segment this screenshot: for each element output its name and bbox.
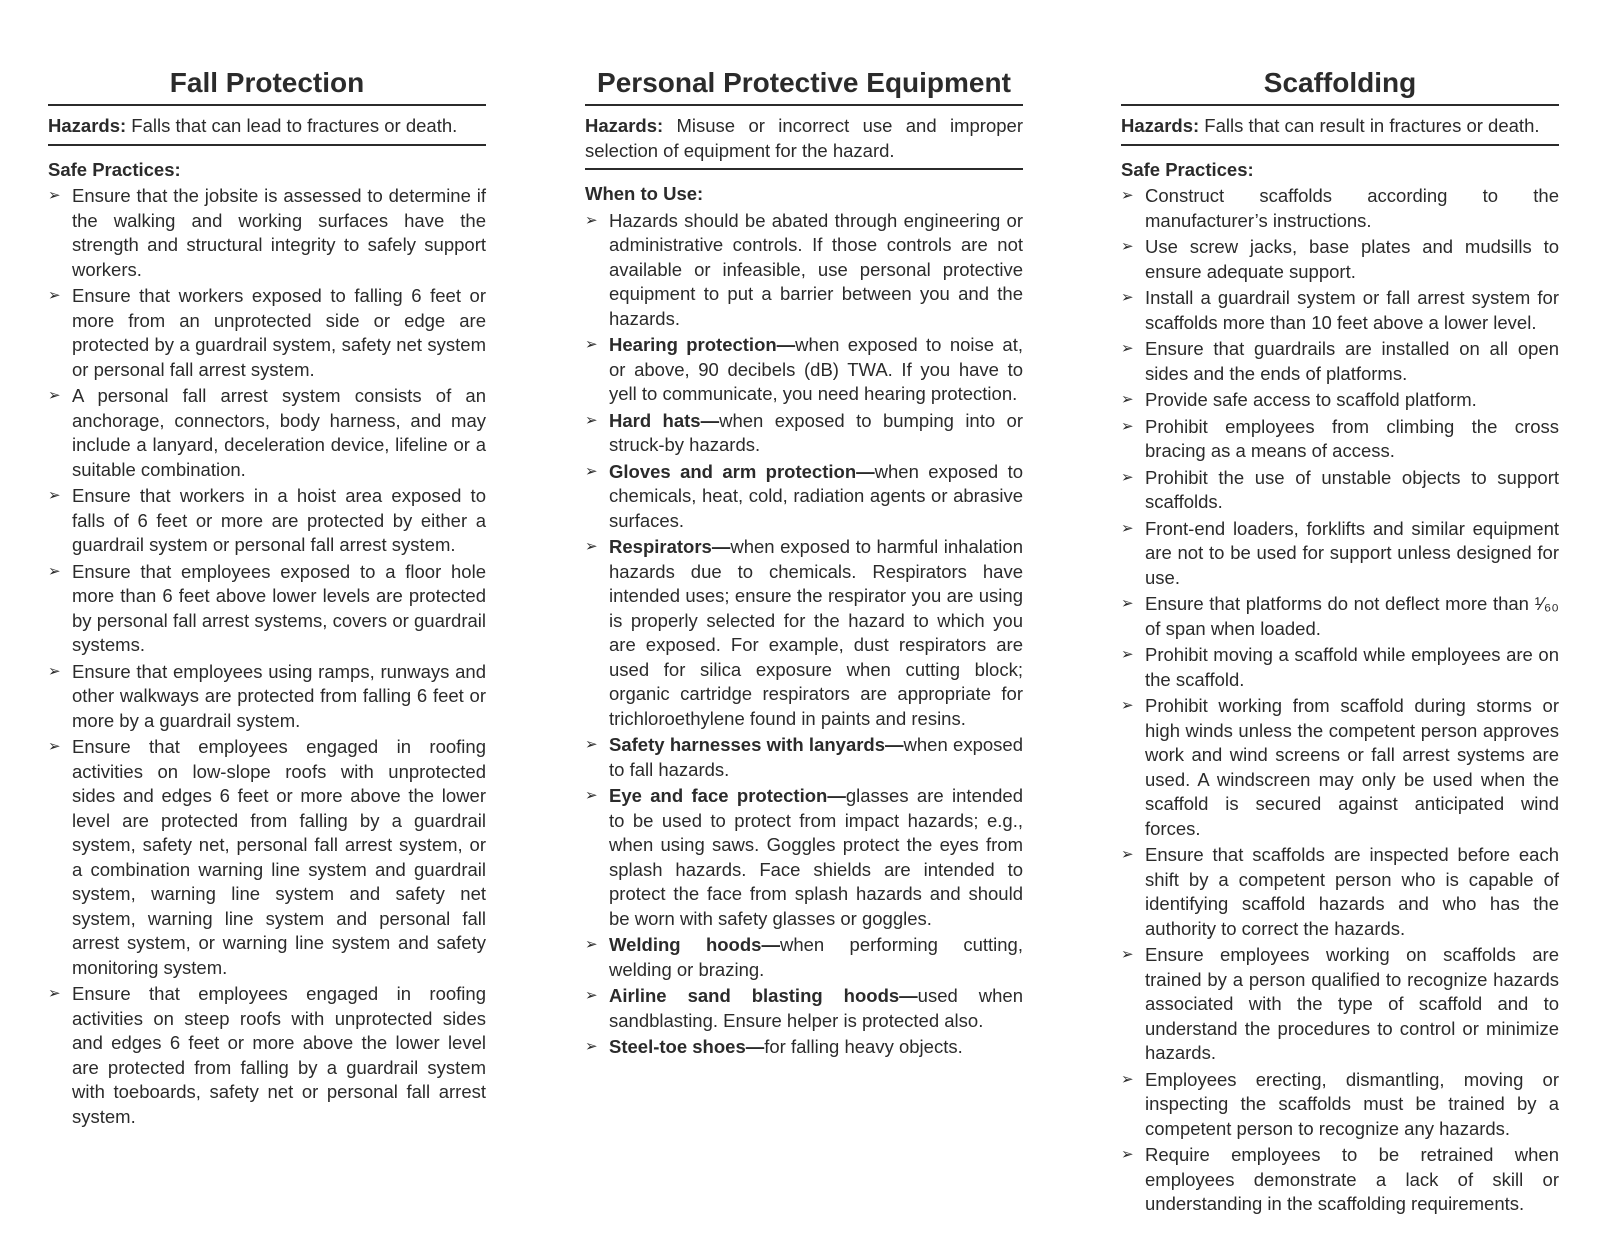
list-item-term: Welding hoods— <box>609 934 780 955</box>
list-item-text: Employees erecting, dismantling, moving or inspecting the scaffolds must be trained by a competent person to recognize any hazards. <box>1145 1068 1559 1139</box>
list-item-text: Prohibit employees from climbing the cross bracing as a means of access. <box>1145 415 1559 461</box>
list-item <box>1121 643 1559 692</box>
list-item <box>48 484 486 558</box>
ppe-column <box>585 64 1023 1062</box>
list-item <box>1121 843 1559 941</box>
arrow-bullet-icon: ➢ <box>48 387 61 404</box>
list-item <box>1121 592 1559 641</box>
list-item <box>585 333 1023 407</box>
list-item-term: Eye and face protection— <box>609 785 846 806</box>
list-item <box>48 284 486 382</box>
list-item <box>1121 235 1559 284</box>
list-item-term: Hearing protection— <box>609 334 796 355</box>
arrow-bullet-icon: ➢ <box>1121 468 1134 486</box>
arrow-bullet-icon: ➢ <box>585 336 598 353</box>
list-item <box>1121 388 1559 413</box>
list-item-text: Prohibit moving a scaffold while employees are on the scaffold. <box>1145 644 1559 690</box>
list-item <box>1121 466 1559 515</box>
list-item-text: Ensure that employees engaged in roofing activities on steep roofs with unprotected sides and edges 6 feet or more above the lower level are protected from falling by a guardrail system with toeboards, safety net or personal fall arrest system. <box>72 983 486 1127</box>
list-item-text: Ensure that guardrails are installed on all open sides and the ends of platforms. <box>1145 338 1559 384</box>
arrow-bullet-icon: ➢ <box>1121 417 1134 435</box>
list-item-term: Steel-toe shoes— <box>609 1036 765 1057</box>
list-item <box>585 409 1023 458</box>
hazards-label: Hazards: <box>585 115 664 136</box>
list-item <box>1121 184 1559 233</box>
list-item-text: when exposed to fall hazards. <box>609 734 1023 780</box>
list-item <box>48 982 486 1129</box>
list-item-text: Construct scaffolds according to the manufacturer’s instructions. <box>1145 185 1559 231</box>
list-item-term: Hard hats— <box>609 409 720 431</box>
arrow-bullet-icon: ➢ <box>585 1038 598 1055</box>
safe-practices-heading: Safe Practices: <box>48 158 181 180</box>
arrow-bullet-icon: ➢ <box>585 987 598 1004</box>
arrow-bullet-icon: ➢ <box>1121 697 1134 714</box>
scaffolding-column <box>1121 64 1559 1219</box>
list-item <box>585 784 1023 931</box>
list-item-text: Ensure that employees using ramps, runways and other walkways are protected from falling 6 feet or more by a guardrail system. <box>72 660 486 731</box>
list-item <box>48 735 486 980</box>
list-item-term: Gloves and arm protection— <box>609 460 875 482</box>
list-item-text: when performing cutting, welding or brazing. <box>609 934 1023 980</box>
when-to-use-heading: When to Use: <box>585 183 704 204</box>
list-item <box>585 460 1023 534</box>
fall-protection-title: Fall Protection <box>48 64 486 106</box>
arrow-bullet-icon: ➢ <box>585 936 598 953</box>
ppe-hazards <box>585 106 1023 170</box>
arrow-bullet-icon: ➢ <box>48 985 61 1002</box>
arrow-bullet-icon: ➢ <box>585 787 598 804</box>
arrow-bullet-icon: ➢ <box>1121 846 1134 863</box>
list-item-text: Ensure that the jobsite is assessed to determine if the walking and working surfaces have the strength and structural integrity to safely support workers. <box>72 185 486 280</box>
list-item-text: Prohibit the use of unstable objects to support scaffolds. <box>1145 466 1559 512</box>
hazards-label: Hazards: <box>1121 115 1200 136</box>
list-item <box>48 184 486 282</box>
arrow-bullet-icon: ➢ <box>48 662 61 680</box>
arrow-bullet-icon: ➢ <box>1121 289 1134 306</box>
list-item <box>1121 337 1559 386</box>
list-item-text: Hazards should be abated through engineering or administrative controls. If those controls are not available or infeasible, use personal protective equipment to put a barrier between you and the hazards. <box>609 209 1023 329</box>
list-item-text: when exposed to chemicals, heat, cold, radiation agents or abrasive surfaces. <box>609 460 1023 531</box>
list-item-text: when exposed to harmful inhalation hazards due to chemicals. Respirators have intended uses; ensure the respirator you are using is properly selected for the hazard to which you are exposed. For example, dust respirators are used for silica exposure when cutting block; organic cartridge respirators are appropriate for trichloroethylene found in paints and resins. <box>609 536 1023 729</box>
hazards-text: Misuse or incorrect use and improper selection of equipment for the hazard. <box>585 115 1023 161</box>
list-item-text: when exposed to noise at, or above, 90 decibels (dB) TWA. If you have to yell to communicate, you need hearing protection. <box>609 334 1023 404</box>
list-item-text: Ensure that scaffolds are inspected before each shift by a competent person who is capable of identifying scaffold hazards and who has the authority to correct the hazards. <box>1145 844 1559 939</box>
arrow-bullet-icon: ➢ <box>1121 187 1134 204</box>
scaffolding-hazards <box>1121 106 1559 146</box>
list-item <box>585 933 1023 982</box>
hazards-label: Hazards: <box>48 115 127 136</box>
list-item-text: for falling heavy objects. <box>764 1036 963 1057</box>
hazards-text: Falls that can lead to fractures or death. <box>126 115 458 136</box>
list-item-text: used when sandblasting. Ensure helper is protected also. <box>609 985 1023 1031</box>
list-item-text: Front-end loaders, forklifts and similar equipment are not to be used for support unless designed for use. <box>1145 517 1559 588</box>
arrow-bullet-icon: ➢ <box>48 287 61 304</box>
safe-practices-heading: Safe Practices: <box>1121 158 1254 180</box>
list-item <box>1121 517 1559 591</box>
arrow-bullet-icon: ➢ <box>48 738 61 755</box>
list-item <box>585 535 1023 731</box>
arrow-bullet-icon: ➢ <box>1121 646 1134 663</box>
list-item <box>48 384 486 482</box>
list-item-text: Ensure that workers in a hoist area exposed to falls of 6 feet or more are protected by either a guardrail system or personal fall arrest system. <box>72 485 486 555</box>
list-item <box>1121 415 1559 464</box>
list-item-term: Safety harnesses with lanyards— <box>609 734 904 755</box>
list-item-text: Ensure that platforms do not deflect more than ¹⁄₆₀ of span when loaded. <box>1145 593 1559 639</box>
list-item <box>1121 1068 1559 1142</box>
list-item <box>585 984 1023 1033</box>
arrow-bullet-icon: ➢ <box>48 187 61 204</box>
list-item-text: Ensure that employees exposed to a floor hole more than 6 feet above lower levels are protected by personal fall arrest systems, covers or guardrail systems. <box>72 560 486 655</box>
list-item-text: Ensure that employees engaged in roofing activities on low-slope roofs with unprotected sides and edges 6 feet or more above the lower level are protected from falling by a guardrail system, safety net, personal fall arrest system, or a combination warning line system and guardrail system, warning line system and safety net system, warning line system and personal fall arrest system, or warning line system and safety monitoring system. <box>72 736 486 978</box>
list-item <box>1121 943 1559 1066</box>
list-item <box>1121 286 1559 335</box>
arrow-bullet-icon: ➢ <box>585 736 598 753</box>
ppe-list <box>585 209 1023 1060</box>
arrow-bullet-icon: ➢ <box>1121 391 1134 408</box>
list-item-text: glasses are intended to be used to protect from impact hazards; e.g., when using saws. Goggles protect the eyes from splash hazards. Face shields are intended to protect the face from splash hazards and should be worn with safety glasses or goggles. <box>609 785 1023 929</box>
arrow-bullet-icon: ➢ <box>1121 946 1134 963</box>
list-item <box>585 209 1023 332</box>
arrow-bullet-icon: ➢ <box>585 538 598 555</box>
list-item <box>1121 694 1559 841</box>
arrow-bullet-icon: ➢ <box>1121 1070 1134 1088</box>
fall-protection-list <box>48 184 486 1129</box>
ppe-title: Personal Protective Equipment <box>585 64 1023 106</box>
list-item <box>48 660 486 734</box>
list-item-text: Install a guardrail system or fall arrest system for scaffolds more than 10 feet above a lower level. <box>1145 287 1559 333</box>
arrow-bullet-icon: ➢ <box>1121 238 1134 255</box>
list-item-text: Ensure that workers exposed to falling 6 feet or more from an unprotected side or edge are protected by a guardrail system, safety net system or personal fall arrest system. <box>72 285 486 380</box>
list-item-term: Respirators— <box>609 536 731 557</box>
list-item <box>1121 1143 1559 1217</box>
arrow-bullet-icon: ➢ <box>48 562 61 580</box>
list-item-text: Require employees to be retrained when employees demonstrate a lack of skill or understanding in the scaffolding requirements. <box>1145 1144 1559 1214</box>
list-item-term: Airline sand blasting hoods— <box>609 985 918 1006</box>
hazards-text: Falls that can result in fractures or death. <box>1199 115 1540 136</box>
scaffolding-title: Scaffolding <box>1121 64 1559 106</box>
list-item-text: Use screw jacks, base plates and mudsills to ensure adequate support. <box>1145 236 1559 282</box>
scaffolding-list <box>1121 184 1559 1217</box>
list-item-text: Provide safe access to scaffold platform. <box>1145 389 1477 410</box>
fall-protection-column <box>48 64 486 1131</box>
list-item-text: A personal fall arrest system consists of an anchorage, connectors, body harness, and may include a lanyard, deceleration device, lifeline or a suitable combination. <box>72 385 486 480</box>
list-item-text: Prohibit working from scaffold during storms or high winds unless the competent person approves work and wind screens or fall arrest systems are used. A windscreen may only be used when the scaffold is secured against anticipated wind forces. <box>1145 695 1559 839</box>
arrow-bullet-icon: ➢ <box>1121 595 1134 612</box>
list-item <box>585 733 1023 782</box>
arrow-bullet-icon: ➢ <box>1121 340 1134 357</box>
arrow-bullet-icon: ➢ <box>48 487 61 504</box>
arrow-bullet-icon: ➢ <box>585 462 598 480</box>
list-item-text: when exposed to bumping into or struck-by hazards. <box>609 409 1024 455</box>
list-item-text: Ensure employees working on scaffolds are trained by a person qualified to recognize hazards associated with the type of scaffold and to understand the procedures to control or minimize hazards. <box>1145 944 1559 1063</box>
arrow-bullet-icon: ➢ <box>585 411 598 429</box>
arrow-bullet-icon: ➢ <box>585 211 598 229</box>
arrow-bullet-icon: ➢ <box>1121 1146 1134 1163</box>
list-item <box>585 1035 1023 1060</box>
arrow-bullet-icon: ➢ <box>1121 519 1134 537</box>
list-item <box>48 560 486 658</box>
fall-protection-hazards <box>48 106 486 146</box>
